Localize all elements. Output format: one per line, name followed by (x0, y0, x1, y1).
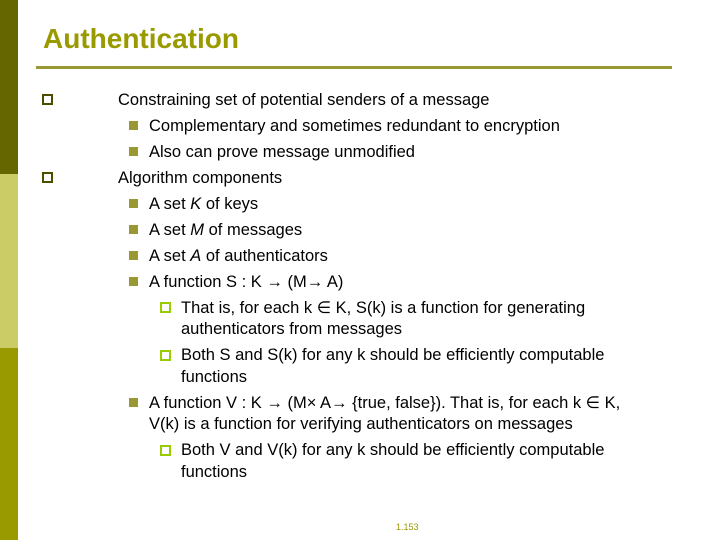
title-underline (36, 66, 672, 69)
bullet-text-keys (149, 194, 258, 214)
accent-bar-bottom-segment (0, 348, 18, 540)
text-span: of messages (204, 221, 303, 239)
hollow-square-bullet-icon (160, 350, 171, 361)
bullet-text: Also can prove message unmodified (149, 143, 415, 161)
var-k: K (190, 195, 202, 213)
bullet-text: Algorithm components (118, 169, 283, 187)
hollow-square-bullet-icon (42, 172, 53, 183)
page-number: 1.153 (396, 522, 419, 532)
filled-square-bullet-icon (129, 199, 138, 208)
bullet-text-function-s: A function S : K → (M→ A) (149, 273, 344, 291)
bullet-text: Complementary and sometimes redundant to encryption (149, 117, 560, 135)
text-span: of keys (201, 195, 259, 213)
bullet-text: Both V and V(k) for any k should be efficiently computable (181, 441, 605, 459)
filled-square-bullet-icon (129, 225, 138, 234)
hollow-square-bullet-icon (42, 94, 53, 105)
filled-square-bullet-icon (129, 398, 138, 407)
hollow-square-bullet-icon (160, 302, 171, 313)
bullet-text-authenticators (149, 246, 328, 266)
filled-square-bullet-icon (129, 277, 138, 286)
bullet-text-continued: functions (181, 368, 248, 386)
filled-square-bullet-icon (129, 121, 138, 130)
bullet-text-continued: functions (181, 463, 248, 481)
hollow-square-bullet-icon (160, 445, 171, 456)
filled-square-bullet-icon (129, 147, 138, 156)
filled-square-bullet-icon (129, 251, 138, 260)
left-accent-bar (0, 0, 18, 540)
bullet-text: Both S and S(k) for any k should be efficiently computable (181, 346, 605, 364)
bullet-text-function-v: A function V : K → (M× A→ {true, false}). That is, for each k ∈ K, (149, 394, 621, 412)
slide-title: Authentication (43, 23, 239, 54)
var-m: M (190, 221, 205, 239)
accent-bar-middle-segment (0, 174, 18, 348)
text-span: of authenticators (201, 247, 328, 265)
text-span: A set (149, 247, 191, 265)
var-a: A (190, 247, 202, 265)
bullet-text-messages (149, 220, 302, 240)
bullet-text-continued: V(k) is a function for verifying authenticators on messages (149, 415, 573, 433)
bullet-text-continued: authenticators from messages (181, 320, 403, 338)
bullet-text: That is, for each k ∈ K, S(k) is a function for generating (181, 299, 586, 317)
accent-bar-top-segment (0, 0, 18, 174)
text-span: A set (149, 195, 191, 213)
bullet-text: Constraining set of potential senders of a message (118, 91, 490, 109)
text-span: A set (149, 221, 191, 239)
